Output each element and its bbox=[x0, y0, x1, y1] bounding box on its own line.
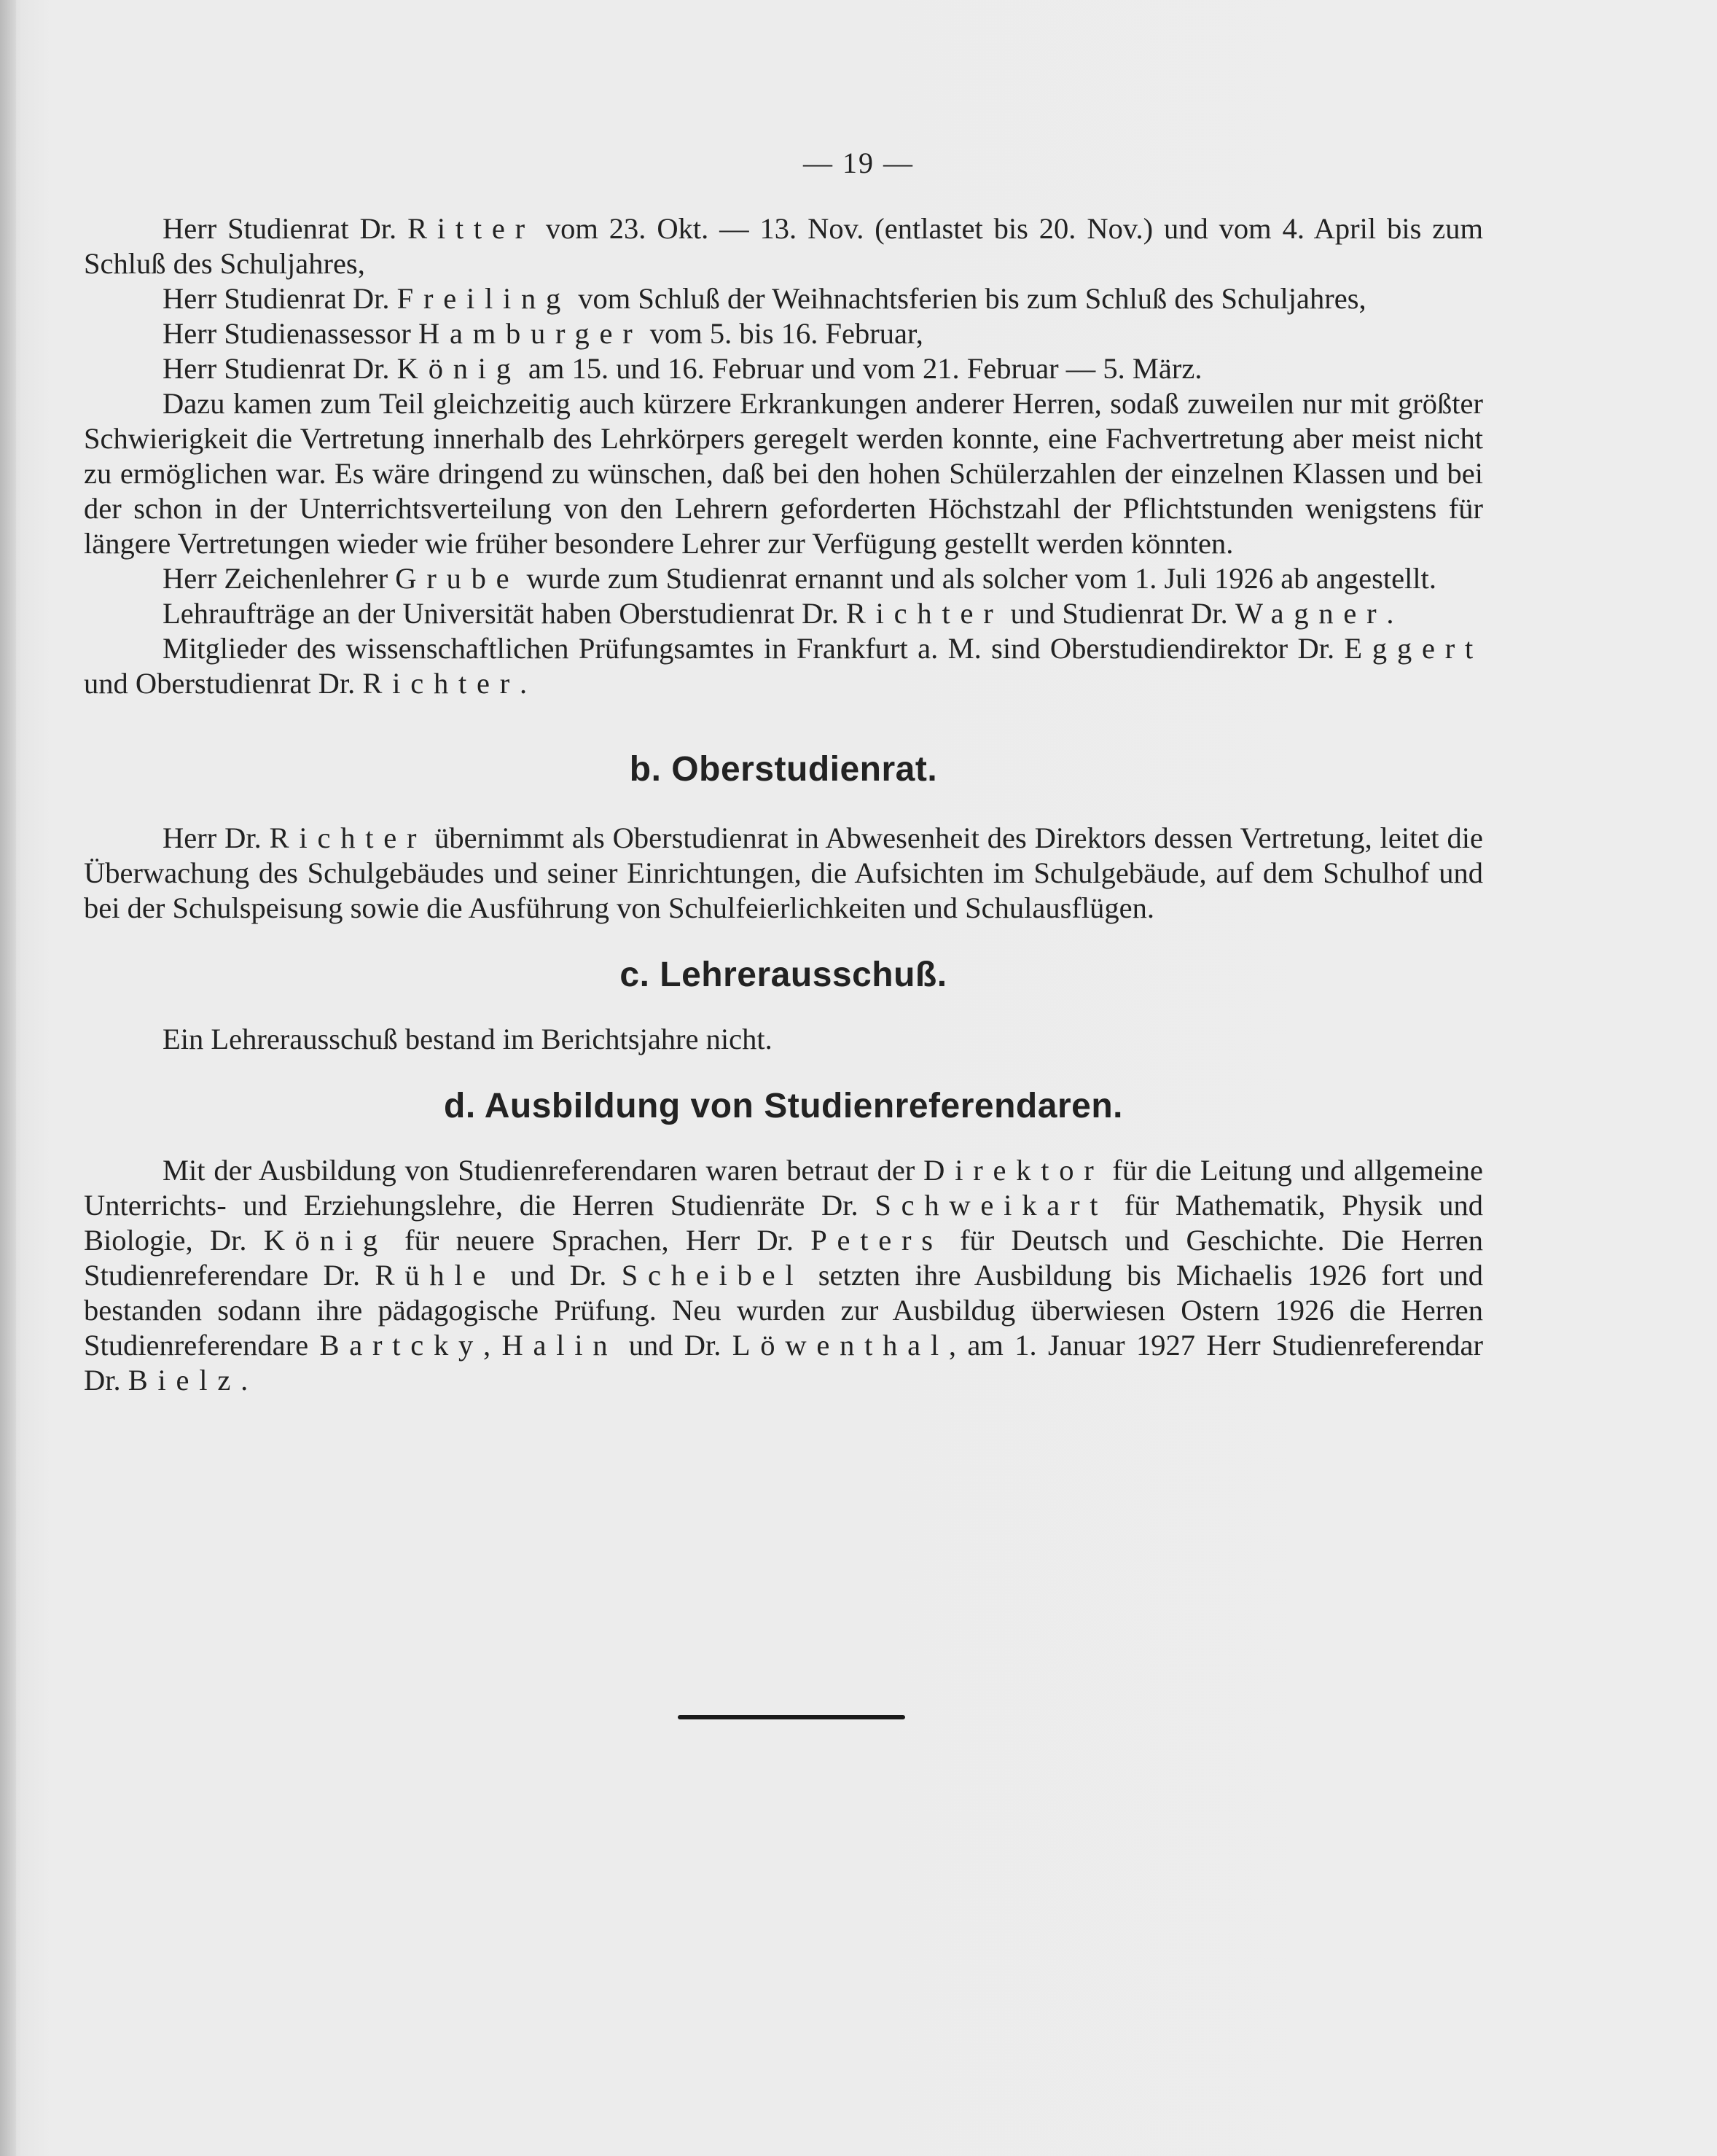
paragraph-oberstudienrat: Herr Dr. Richter übernimmt als Oberstudienrat in Abwesenheit des Direktors dessen Vertretung, leitet die Überwachung des Schulgebäudes und seiner Einrichtungen, die Aufsichten im Schulgebäude, auf dem Schulhof und bei der Schulspeisung sowie die Ausführung von Schulfeierlichkeiten und Schulausflügen. bbox=[84, 821, 1483, 924]
spaced-name: Peters bbox=[810, 1224, 943, 1257]
spaced-name: Richter bbox=[269, 821, 427, 854]
page-body bbox=[84, 211, 1483, 1398]
spaced-name: Richter bbox=[845, 597, 1004, 630]
spaced-name: Freiling bbox=[396, 282, 571, 315]
spaced-name: Ritter bbox=[407, 212, 535, 245]
paragraph-lehrauftraege: Lehraufträge an der Universität haben Oberstudienrat Dr. Richter und Studienrat Dr. Wagner. bbox=[163, 597, 1394, 630]
paragraph-freiling: Herr Studienrat Dr. Freiling vom Schluß der Weihnachtsferien bis zum Schluß des Schuljahres, bbox=[163, 282, 1366, 315]
spaced-name: Scheibel bbox=[621, 1259, 804, 1292]
spaced-name: Direktor bbox=[923, 1154, 1104, 1187]
paragraph-erkrankungen: Dazu kamen zum Teil gleichzeitig auch kürzere Erkrankungen anderer Herren, sodaß zuweilen nur mit größter Schwierigkeit die Vertretung innerhalb des Lehrkörpers geregelt werden konnte, eine Fachvertretung aber meist nicht zu ermöglichen war. Es wäre dringend zu wünschen, daß bei den hohen Schülerzahlen der einzelnen Klassen und bei der schon in der Unterrichtsverteilung von den Lehrern geforderten Höchstzahl der Pflichtstunden wenigstens für längere Vertretungen wieder wie früher besondere Lehrer zur Verfügung gestellt werden könnten. bbox=[84, 387, 1483, 560]
paragraph-koenig: Herr Studienrat Dr. König am 15. und 16. Februar und vom 21. Februar — 5. März. bbox=[163, 352, 1202, 385]
heading-ausbildung: d. Ausbildung von Studienreferendaren. bbox=[444, 1087, 1123, 1125]
spaced-name: Eggert bbox=[1344, 632, 1483, 665]
spaced-name: Halin bbox=[501, 1329, 618, 1362]
spaced-name: Grube bbox=[395, 562, 520, 595]
spaced-name: König bbox=[396, 352, 521, 385]
spaced-name: Schweikart bbox=[875, 1189, 1108, 1222]
spaced-name: Wagner bbox=[1235, 597, 1387, 630]
paragraph-hamburger: Herr Studienassessor Hamburger vom 5. bis 16. Februar, bbox=[163, 317, 923, 350]
end-rule bbox=[678, 1715, 905, 1719]
spaced-name: Bartcky bbox=[319, 1329, 484, 1362]
spaced-name: König bbox=[263, 1224, 388, 1257]
spaced-name: Rühle bbox=[375, 1259, 496, 1292]
paragraph-pruefungsamt: Mitglieder des wissenschaftlichen Prüfungsamtes in Frankfurt a. M. sind Oberstudiendirektor Dr. Eggert und Oberstudienrat Dr. Richter. bbox=[84, 632, 1483, 700]
spaced-name: Richter bbox=[362, 667, 520, 700]
spaced-name: Löwenthal bbox=[732, 1329, 949, 1362]
paragraph-lehrerausschuss: Ein Lehrerausschuß bestand im Berichtsjahre nicht. bbox=[163, 1023, 773, 1055]
page-number: — 19 — bbox=[803, 147, 914, 179]
heading-oberstudienrat: b. Oberstudienrat. bbox=[629, 750, 938, 789]
book-spine-shadow bbox=[0, 0, 16, 2156]
paragraph-grube: Herr Zeichenlehrer Grube wurde zum Studienrat ernannt und als solcher vom 1. Juli 1926 ab angestellt. bbox=[163, 562, 1436, 595]
spaced-name: Bielz bbox=[128, 1364, 241, 1397]
paragraph-ritter: Herr Studienrat Dr. Ritter vom 23. Okt. — 13. Nov. (entlastet bis 20. Nov.) und vom 4. April bis zum Schluß des Schuljahres, bbox=[84, 212, 1483, 280]
paragraph-ausbildung: Mit der Ausbildung von Studienreferendaren waren betraut der Direktor für die Leitung und allgemeine Unterrichts- und Erziehungslehre, die Herren Studienräte Dr. Schweikart für Mathematik, Physik und Biologie, Dr. König für neuere Sprachen, Herr Dr. Peters für Deutsch und Geschichte. Die Herren Studienreferendare Dr. Rühle und Dr. Scheibel setzten ihre Ausbildung bis Michaelis 1926 fort und bestanden sodann ihre pädagogische Prüfung. Neu wurden zur Ausbildug überwiesen Ostern 1926 die Herren Studienreferendare Bartcky, Halin und Dr. Löwenthal, am 1. Januar 1927 Herr Studienreferendar Dr. Bielz. bbox=[84, 1154, 1484, 1397]
spaced-name: Hamburger bbox=[418, 317, 643, 350]
heading-lehrerausschuss: c. Lehrerausschuß. bbox=[619, 956, 947, 994]
